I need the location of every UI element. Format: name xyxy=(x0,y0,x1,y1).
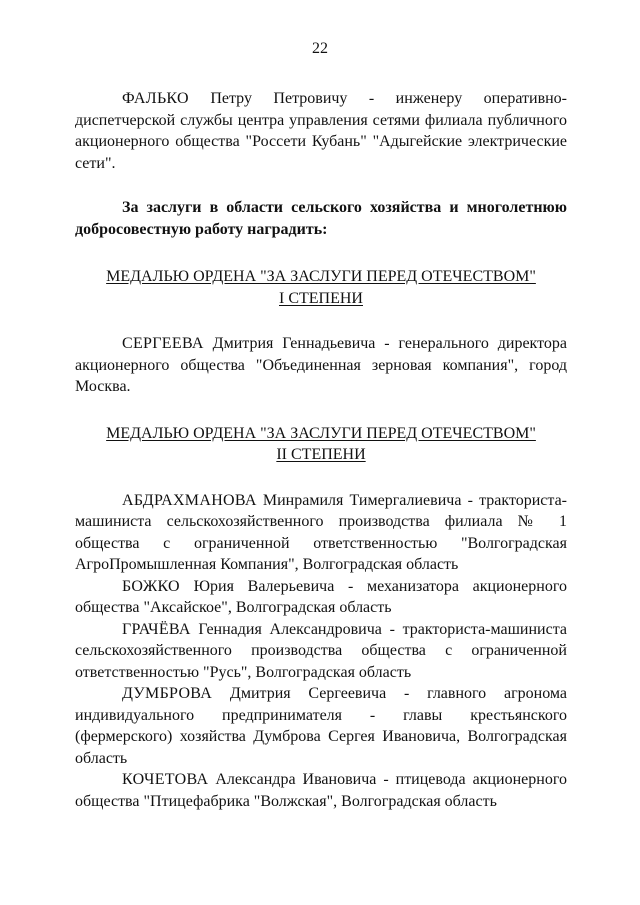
recipient-surname: СЕРГЕЕВА xyxy=(122,335,204,352)
document-body xyxy=(75,88,567,812)
award-2-heading-line1: МЕДАЛЬЮ ОРДЕНА "ЗА ЗАСЛУГИ ПЕРЕД ОТЕЧЕСТВОМ" xyxy=(106,424,536,442)
award-entry-sergeev xyxy=(75,333,567,398)
recipient-surname: ФАЛЬКО xyxy=(122,90,189,107)
award-1-heading-line2: I СТЕПЕНИ xyxy=(279,289,363,307)
award-entry-abdrakhmanov xyxy=(75,490,567,576)
recipient-details: Дмитрия Геннадьевича - генерального директора акционерного общества "Объединенная зерновая компания", город Москва. xyxy=(75,335,568,395)
recipient-surname: ДУМБРОВА xyxy=(122,685,213,702)
award-entry-dumbrov xyxy=(75,683,567,769)
award-entry-kochetov xyxy=(75,769,567,812)
recipient-surname: АБДРАХМАНОВА xyxy=(122,491,257,509)
section-intro: За заслуги в области сельского хозяйства и многолетнюю добросовестную работу наградить: xyxy=(75,199,567,238)
recipient-details: Юрия Валерьевича - механизатора акционерного общества "Аксайское", Волгоградская область xyxy=(75,577,568,616)
page-number: 22 xyxy=(312,40,328,57)
award-1-heading-line1: МЕДАЛЬЮ ОРДЕНА "ЗА ЗАСЛУГИ ПЕРЕД ОТЕЧЕСТВОМ" xyxy=(106,268,536,285)
award-entry-falko xyxy=(75,88,567,174)
award-entry-bozhko xyxy=(75,576,567,619)
recipient-details: Геннадия Александровича - тракториста-машиниста сельскохозяйственного производства общества с ограниченной ответственностью "Русь", Волгоградская область xyxy=(75,620,568,681)
recipient-surname: ГРАЧЁВА xyxy=(122,620,191,638)
award-entry-grachev xyxy=(75,619,567,684)
recipient-surname: КОЧЕТОВА xyxy=(122,771,209,788)
recipient-details: Дмитрия Сергеевича - главного агронома индивидуального предпринимателя - главы крестьянского (фермерского) хозяйства Думброва Сергея Ивановича, Волгоградская область xyxy=(75,685,568,767)
recipient-details: Минрамиля Тимергалиевича - тракториста-машиниста сельскохозяйственного производства филиала № 1 общества с ограниченной ответственностью "Волгоградская АгроПромышленная Компания", Волгоградская область xyxy=(75,491,568,573)
recipient-details: Александра Ивановича - птицевода акционерного общества "Птицефабрика "Волжская", Волгоградская область xyxy=(75,771,568,810)
recipient-details: Петру Петровичу - инженеру оперативно-диспетчерской службы центра управления сетями филиала публичного акционерного общества "Россети Кубань" "Адыгейские электрические сети". xyxy=(75,90,568,172)
recipient-surname: БОЖКО xyxy=(122,577,180,595)
award-2-heading-line2: II СТЕПЕНИ xyxy=(276,446,366,463)
